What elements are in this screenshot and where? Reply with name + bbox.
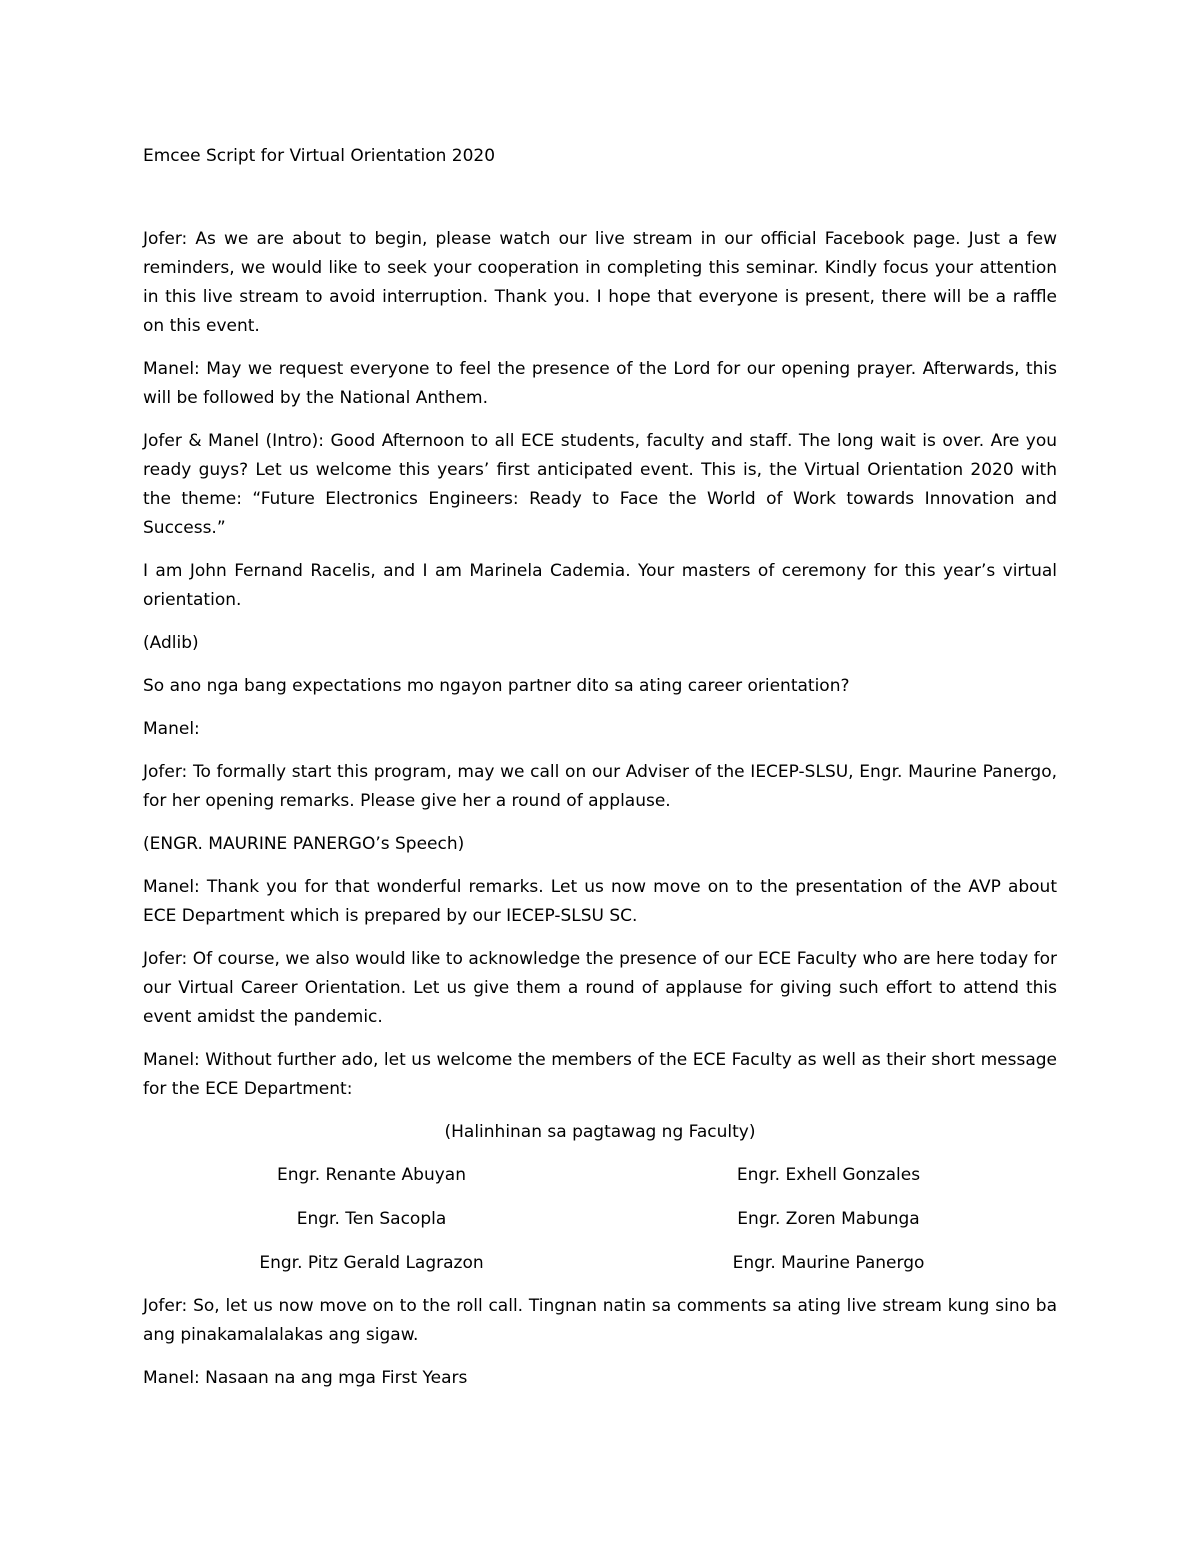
faculty-heading: (Halinhinan sa pagtawag ng Faculty): [444, 1122, 756, 1142]
document-title: Emcee Script for Virtual Orientation 2020: [143, 146, 496, 166]
paragraph-first-years: Manel: Nasaan na ang mga First Years: [143, 1368, 468, 1388]
paragraph-speech-note: (ENGR. MAURINE PANERGO’s Speech): [143, 834, 465, 854]
paragraph-opening-remarks-call: Jofer: To formally start this program, may we call on our Adviser of the IECEP-SLSU, Engr. Maurine Panergo, for her opening remarks. Please give her a round of applause.: [143, 762, 1057, 811]
faculty-name: Engr. Renante Abuyan: [277, 1165, 466, 1185]
paragraph-faculty-welcome: Manel: Without further ado, let us welcome the members of the ECE Faculty as well as their short message for the ECE Department:: [143, 1050, 1057, 1099]
faculty-name: Engr. Maurine Panergo: [732, 1253, 925, 1273]
document-body: [143, 142, 1057, 1407]
faculty-name: Engr. Zoren Mabunga: [737, 1209, 920, 1229]
faculty-name: Engr. Pitz Gerald Lagrazon: [259, 1253, 484, 1273]
paragraph-expectations: So ano nga bang expectations mo ngayon partner dito sa ating career orientation?: [143, 676, 850, 696]
faculty-list: [143, 1161, 1057, 1278]
paragraph-faculty-acknowledgement: Jofer: Of course, we also would like to acknowledge the presence of our ECE Faculty who are here today for our Virtual Career Orientation. Let us give them a round of applause for giving such effort to attend this event amidst the pandemic.: [143, 949, 1057, 1027]
paragraph-hosts-introduction: I am John Fernand Racelis, and I am Marinela Cademia. Your masters of ceremony for this year’s virtual orientation.: [143, 561, 1057, 610]
faculty-name: Engr. Ten Sacopla: [296, 1209, 447, 1229]
paragraph-avp-presentation: Manel: Thank you for that wonderful remarks. Let us now move on to the presentation of the AVP about ECE Department which is prepared by our IECEP-SLSU SC.: [143, 877, 1057, 926]
paragraph-joint-intro: Jofer & Manel (Intro): Good Afternoon to all ECE students, faculty and staff. The long wait is over. Are you ready guys? Let us welcome this years’ first anticipated event. This is, the Virtual Orientation 2020 with the theme: “Future Electronics Engineers: Ready to Face the World of Work towards Innovation and Success.”: [143, 431, 1057, 538]
paragraph-adlib: (Adlib): [143, 633, 199, 653]
paragraph-manel-prayer: Manel: May we request everyone to feel the presence of the Lord for our opening prayer. Afterwards, this will be followed by the National Anthem.: [143, 359, 1057, 408]
paragraph-jofer-intro: Jofer: As we are about to begin, please watch our live stream in our official Facebook page. Just a few reminders, we would like to seek your cooperation in completing this seminar. Kindly focus your attention in this live stream to avoid interruption. Thank you. I hope that everyone is present, there will be a raffle on this event.: [143, 229, 1057, 336]
paragraph-manel-blank: Manel:: [143, 719, 200, 739]
faculty-name: Engr. Exhell Gonzales: [736, 1165, 921, 1185]
paragraph-roll-call: Jofer: So, let us now move on to the roll call. Tingnan natin sa comments sa ating live stream kung sino ba ang pinakamalalakas ang sigaw.: [143, 1296, 1057, 1345]
